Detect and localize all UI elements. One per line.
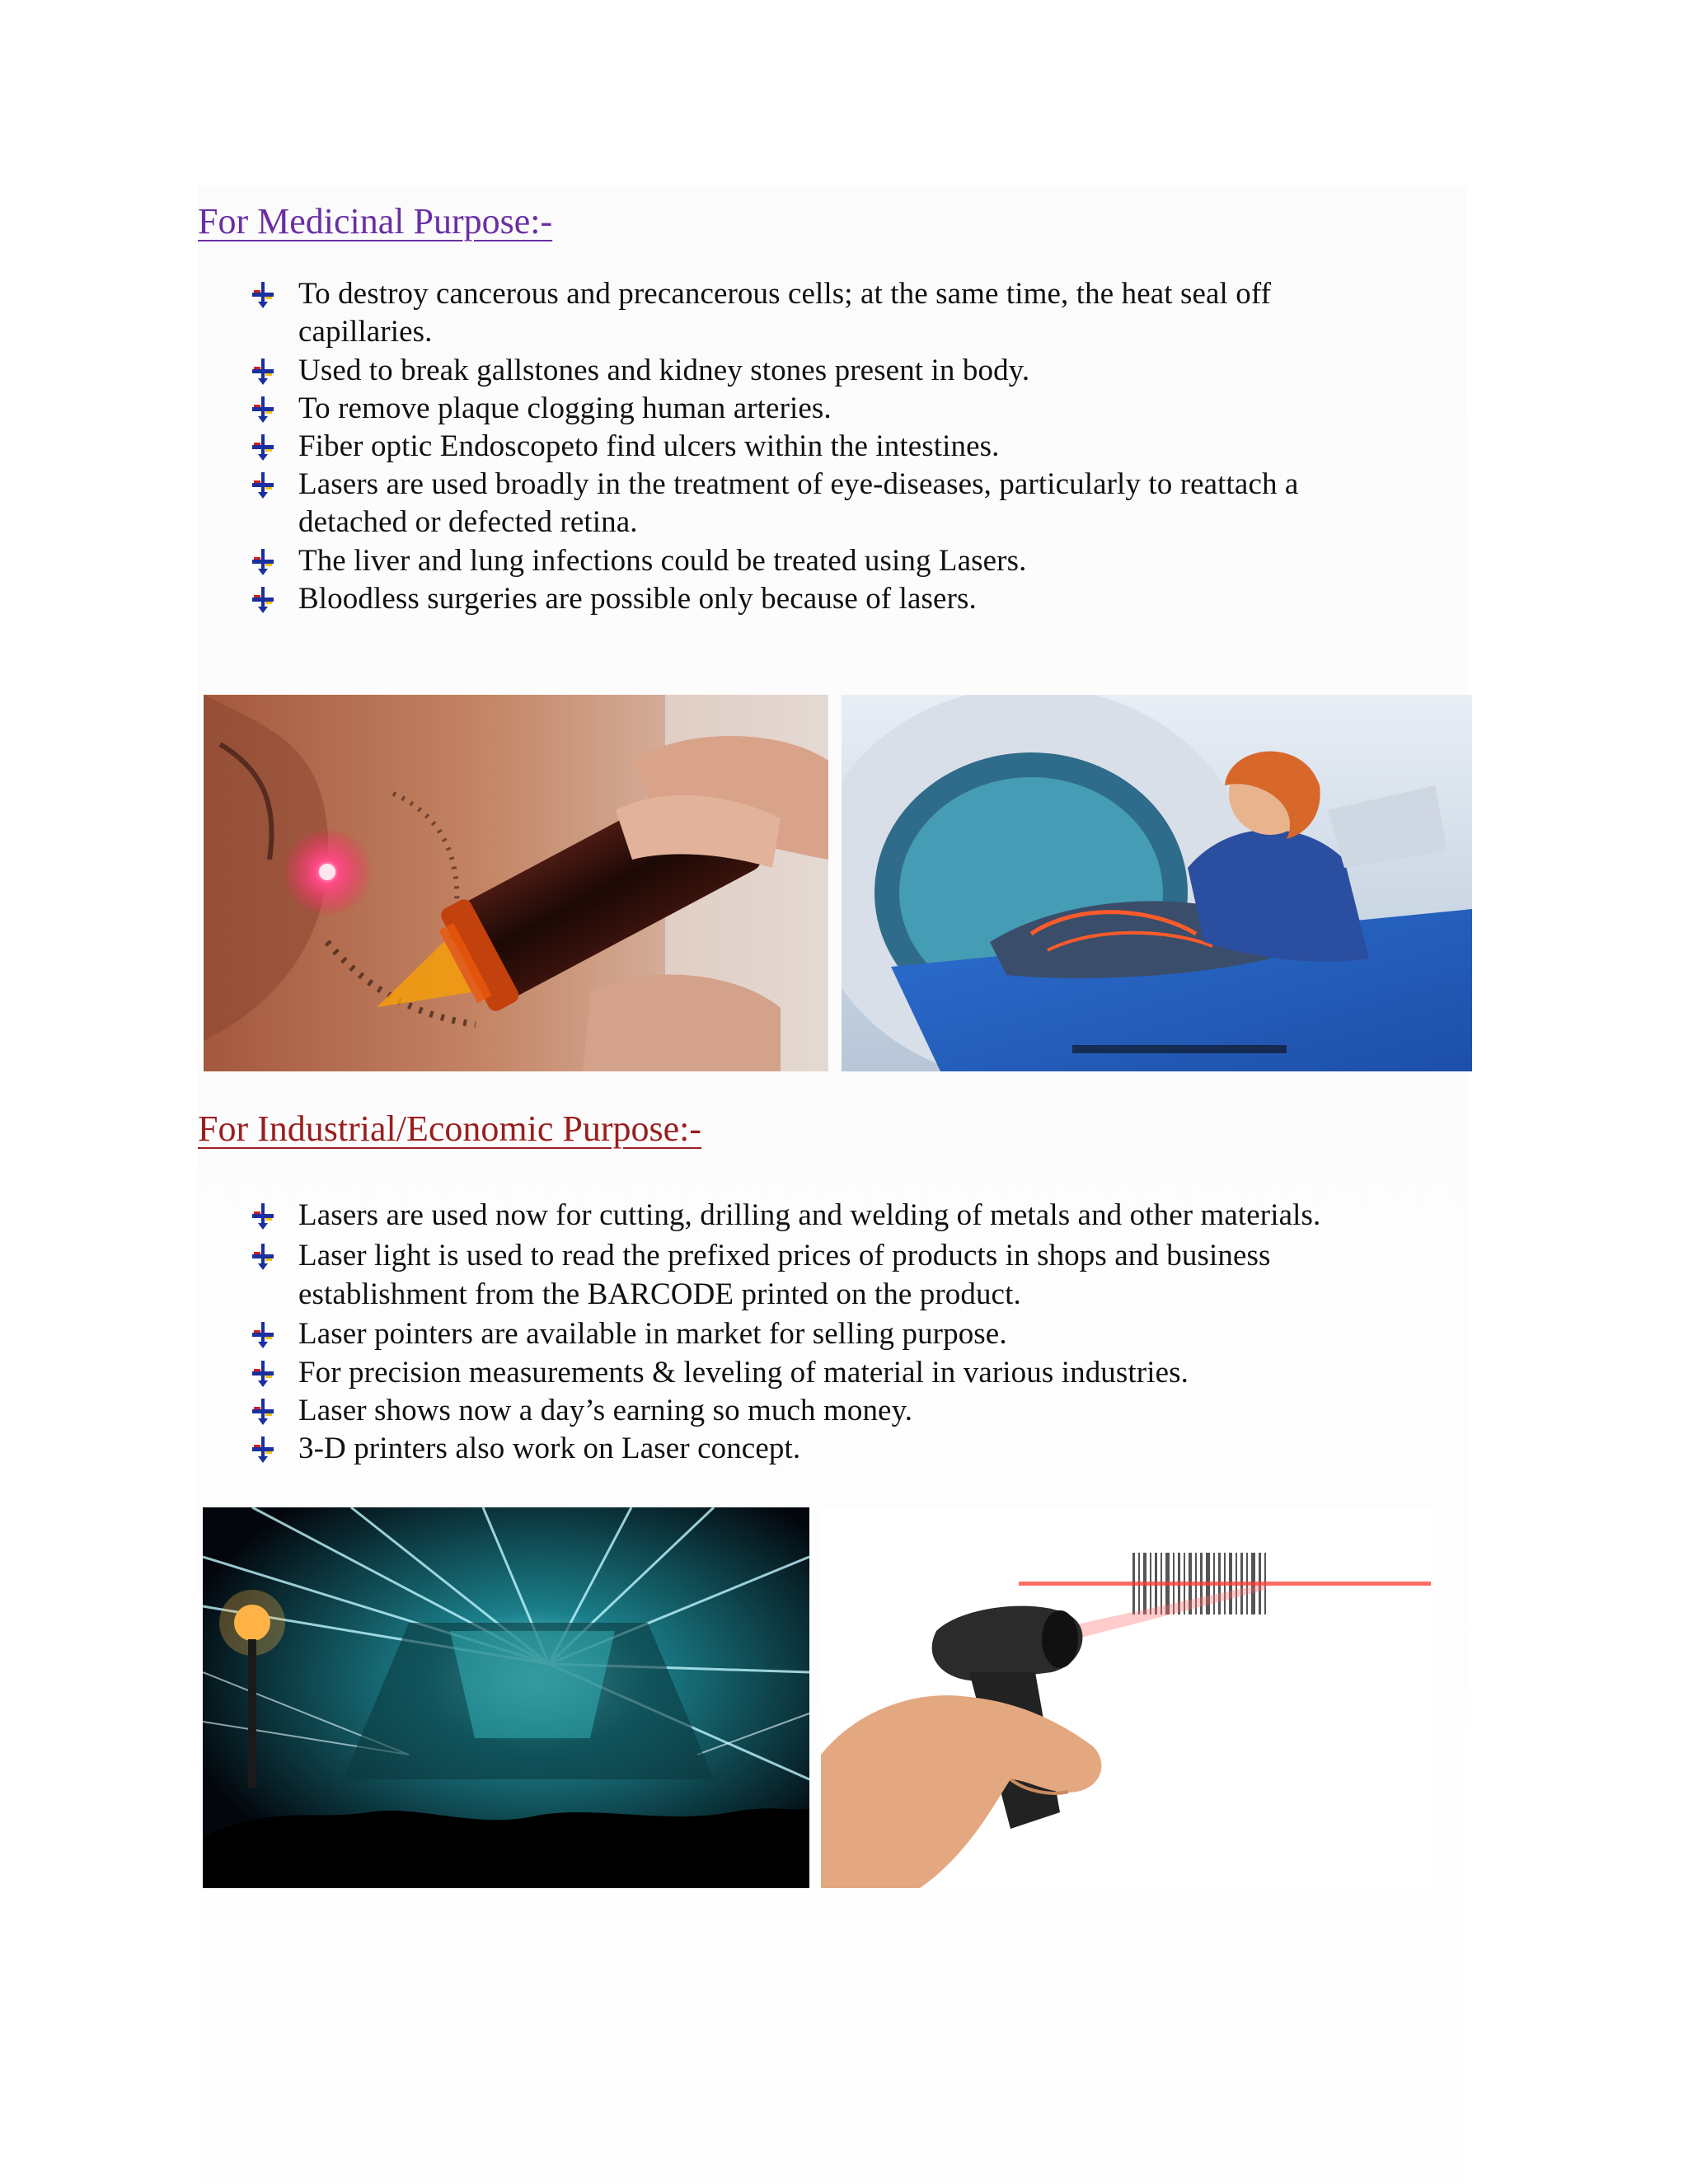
plus-arrow-bullet-icon [249, 585, 277, 613]
laser-pen-treatment-photo [204, 695, 828, 1071]
plus-arrow-bullet-icon [249, 357, 277, 385]
list-item-text-continued: detached or defected retina. [298, 505, 638, 539]
mri-scan-photo [842, 695, 1472, 1071]
list-item-text: To destroy cancerous and precancerous cells; at the same time, the heat seal off [298, 277, 1272, 311]
list-item-text: Laser shows now a day’s earning so much money. [298, 1394, 913, 1427]
plus-arrow-bullet-icon [249, 1202, 277, 1230]
list-item-text: Laser pointers are available in market for selling purpose. [298, 1317, 1007, 1351]
list-item-text-continued: establishment from the BARCODE printed on the product. [298, 1277, 1021, 1311]
list-item-text: Bloodless surgeries are possible only because of lasers. [298, 582, 977, 616]
industrial-purpose-heading: For Industrial/Economic Purpose:- [198, 1108, 702, 1149]
laser-pen-treatment-illustration [204, 695, 828, 1071]
barcode-scanner-illustration [821, 1507, 1431, 1888]
list-item-text: Lasers are used broadly in the treatment of eye-diseases, particularly to reattach a [298, 467, 1299, 501]
plus-arrow-bullet-icon [249, 1435, 277, 1463]
plus-arrow-bullet-icon [249, 1359, 277, 1387]
laser-show-illustration [203, 1507, 809, 1888]
barcode-scanner-photo [821, 1507, 1431, 1888]
plus-arrow-bullet-icon [249, 1242, 277, 1270]
list-item-text: 3-D printers also work on Laser concept. [298, 1432, 801, 1465]
list-item-text-continued: capillaries. [298, 315, 433, 349]
plus-arrow-bullet-icon [249, 433, 277, 461]
list-item-text: Used to break gallstones and kidney stones present in body. [298, 354, 1030, 387]
plus-arrow-bullet-icon [249, 547, 277, 575]
list-item-text: To remove plaque clogging human arteries. [298, 391, 832, 425]
list-item-text: For precision measurements & leveling of material in various industries. [298, 1356, 1189, 1390]
laser-show-concert-photo [203, 1507, 809, 1888]
list-item-text: Fiber optic Endoscopeto find ulcers within the intestines. [298, 429, 1000, 463]
plus-arrow-bullet-icon [249, 471, 277, 499]
medicinal-purpose-heading: For Medicinal Purpose:- [198, 201, 553, 241]
mri-scan-illustration [842, 695, 1472, 1071]
plus-arrow-bullet-icon [249, 1397, 277, 1425]
plus-arrow-bullet-icon [249, 395, 277, 423]
plus-arrow-bullet-icon [249, 280, 277, 308]
list-item-text: Laser light is used to read the prefixed prices of products in shops and business [298, 1239, 1271, 1272]
plus-arrow-bullet-icon [249, 1320, 277, 1348]
list-item-text: The liver and lung infections could be treated using Lasers. [298, 544, 1027, 578]
list-item-text: Lasers are used now for cutting, drilling and welding of metals and other materials. [298, 1198, 1321, 1232]
